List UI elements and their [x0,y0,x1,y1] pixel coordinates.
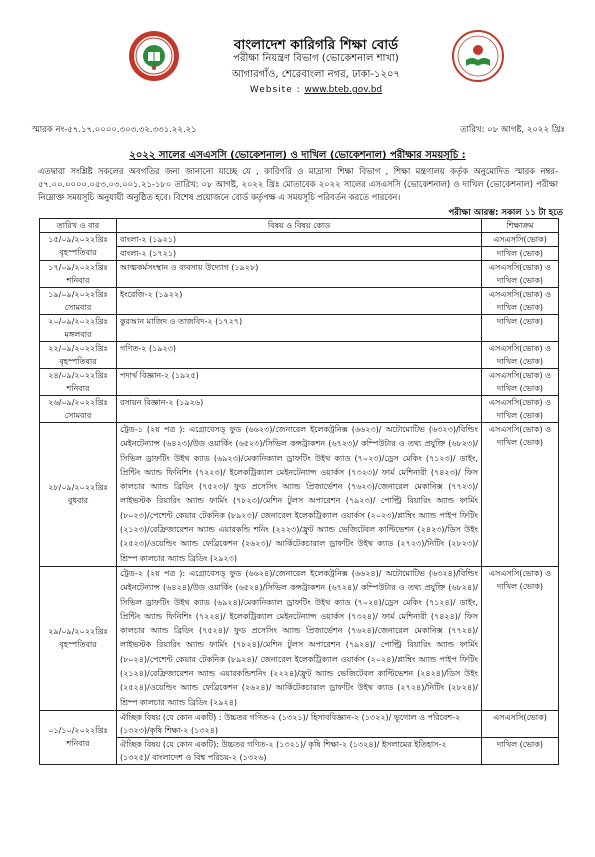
exam-day: বৃহস্পতিবার [59,248,97,257]
table-row [40,261,559,288]
table-row [40,342,559,369]
table-row [40,737,559,764]
exam-date: ০১/১০/২০২২খ্রিঃ [48,726,108,736]
table-row [40,423,559,567]
curriculum-cell: এসএসসি(ভোক) [482,233,559,247]
curriculum-cell: এসএসসি(ভোক) ও দাখিল (ভোক) [482,342,559,369]
table-row [40,710,559,737]
division-name: পরীক্ষা নিয়ন্ত্রণ বিভাগ (ভোকেশনাল শাখা) [233,53,399,64]
subject-cell: ঐচ্ছিক বিষয় (যে কোন একটি) : উচ্চতর গণিত-২ (১৩২১)/ হিসাববিজ্ঞান-২ (১৩২২)/ ভূগোল ও পরিবেশ-২ (১৩২৩)/কৃষি শিক্ষা-২ (১৩২৪) [117,710,482,737]
schedule-table [39,218,559,765]
exam-day: মঙ্গলবার [64,330,92,339]
table-row [40,247,559,261]
memo-number: স্মারক নং-৫৭.১৭.০০০০.৩০৩.৩২.৩৩১.২২.২১ [32,125,197,135]
table-row [40,566,559,710]
curriculum-cell: এসএসসি(ভোক) ও দাখিল (ভোক) [482,288,559,315]
subject-cell: ঐচ্ছিক বিষয় (যে কোন একটি): উচ্চতর গণিত-২ (১৩২১)/ কৃষি শিক্ষা-২ (১৩২৪)/ ইসলামের ইতিহাস-২ (১৩২৫)/ বাংলাদেশ ও বিশ্ব পরিচয়-২ (১৩২৬) [117,737,482,764]
exam-date: ২২/০৯/২০২২খ্রিঃ [48,344,108,353]
exam-date: ২৯/০৯/২০২২খ্রিঃ [48,627,108,637]
exam-date: ২০/০৯/২০২২খ্রিঃ [48,317,108,326]
curriculum-cell: এসএসসি(ভোক) ও দাখিল (ভোক) [482,396,559,423]
date-cell [40,710,117,764]
exam-date: ২৬/০৯/২০২২খ্রিঃ [48,398,108,407]
website-line [180,85,452,95]
curriculum-cell: দাখিল (ভোক) [482,737,559,764]
document-title: ২০২২ সালের এসএসসি (ভোকেশনাল) ও দাখিল (ভোকেশনাল) পরীক্ষার সময়সূচি : [129,150,466,161]
subject-cell: কুরআন মাজিদ ও তাজবিদ-২ (১৭২৭) [117,315,482,342]
subject-cell: ট্রেড-১ (২য় পত্র ): এগ্রোবেসড্ ফুড (৬৬২৩)/জেনারেল ইলেকট্রনিক্স (৬৬২৩)/ অটোমোটিভ (৬৩২৩)/বিল্ডিং মেইনটেন্যান্স (৬৪২৩)/উড ওয়ার্কিং (৬৫২৩)/সিভিল কন্সট্রাকশন (৬৭২৩)/ কম্পিউটার ও তথ্য প্রযুক্তি (৬৮২৩)/সিভিল ড্রাফটিং উইথ ক্যাড (৬৯২৩)/মেকানিক্যাল ড্রাফটিং উইথ ক্যাড (৭০২৩)/ড্রেস মেকিং (৭১২৩)/ ডাইং, প্রিন্টিং অ্যান্ড ফিনিশিং (৭২২৩)/ ইলেকট্রিক্যাল মেইনটেন্যান্স ওয়ার্কস (৭৩২৩)/ ফার্ম মেশিনারী (৭৪২৩)/ ফিস কালচার অ্যান্ড ব্রিডিং (৭৫২৩)/ ফুড প্রসেসিং অ্যান্ড প্রিজার্ভেশন (৭৬২৩)/জেনারেল মেকানিক্স (৭৭২৩)/লাইভস্টক রিয়ারিং অ্যান্ড ফার্মিং (৭৮২৩)/মেশিন টুলস অপারেশন (৭৯২৩)/ পোল্ট্রি রিয়ারিং অ্যান্ড ফার্মিং (৮০২৩)/পেশেন্ট কেয়ার টেকনিক (৮৯২৩)/ জেনারেল ইলেকট্রিক্যাল ওয়ার্কস (২০২৩)/প্লাম্বিং অ্যান্ড পাইপ ফিটিং (২১২৩)/রেফ্রিজারেশন অ্যান্ড এয়ারকন্ডি শনিং (২২২৩)/ফ্রুট অ্যান্ড ভেজিটেবল কাল্টিভেশন (২৪২৩)/ডিস উইং (২৫২৩)/ওয়েল্ডিং অ্যান্ড ফেব্রিকেশন (২৬২৩)/ আর্কিটেকচারাল ড্রাফটিং উইথ ক্যাড (২৭২৩)/নিটিং (২৮২৩)/ শ্রিম্প কালচার অ্যান্ড ব্রিডিং (২৯২৩) [117,423,482,567]
table-row [40,396,559,423]
exam-day: বৃহস্পতিবার [59,640,97,650]
subject-cell: গণিত-২ (১৯২৩) [117,342,482,369]
header-curriculum: শিক্ষাক্রম [482,219,559,233]
board-name: বাংলাদেশ কারিগরি শিক্ষা বোর্ড [233,37,399,53]
table-row [40,369,559,396]
website-label: Website : [249,85,301,95]
header-date: তারিখ ও বার [40,219,117,233]
board-address: আগারগাঁও, শেরেবাংলা নগর, ঢাকা-১২০৭ [231,69,401,80]
date-cell [40,233,117,261]
exam-day: সোমবার [64,411,92,420]
curriculum-cell: এসএসসি(ভোক) [482,710,559,737]
exam-date: ২৪/০৯/২০২২খ্রিঃ [48,371,108,380]
table-row [40,315,559,342]
date-cell [40,288,117,315]
subject-cell: বাংলা-২ (১৭২১) [117,247,482,261]
table-header-row [40,219,559,233]
date-cell [40,315,117,342]
curriculum-cell: এসএসসি(ভোক) ও দাখিল (ভোক) [482,261,559,288]
subject-cell: পদার্থ বিজ্ঞান-২ (১৯২৫) [117,369,482,396]
subject-cell: ট্রেড-২ (২য় পত্র ): এগ্রোবেসড্ ফুড (৬৬২৪)/জেনারেল ইলেকট্রনিক্স (৬৬২৪)/ অটোমোটিভ (৬৩২৪)/বিল্ডিং মেইনটেন্যান্স (৬৪২৪)/উড ওয়ার্কিং (৬৫২৪)/সিভিল কন্সট্রাকশন (৬৭২৪)/ কম্পিউটার ও তথ্য প্রযুক্তি (৬৮২৪)/সিভিল ড্রাফটিং উইথ ক্যাড (৬৯২৪)/মেকানিক্যাল ড্রাফটিং উইথ ক্যাড (৭০২৪)/ড্রেস মেকিং (৭১২৪)/ ডাইং, প্রিন্টিং অ্যান্ড ফিনিশিং (৭২২৪)/ ইলেকট্রিক্যাল মেইনটেন্যান্স ওয়ার্কস (৭৩২৪)/ ফার্ম মেশিনারী (৭৪২৪)/ ফিস কালচার অ্যান্ড ব্রিডিং (৭৫২৪)/ ফুড প্রসেসিং অ্যান্ড প্রিজার্ভেশন (৭৬২৪)/জেনারেল মেকানিক্স (৭৭২৪)/লাইভস্টক রিয়ারিং অ্যান্ড ফার্মিং (৭৮২৪)/মেশিন টুলস অপারেশন (৭৯২৪)/ পোল্ট্রি রিয়ারিং অ্যান্ড ফার্মিং (৮০২৪)/পেশেন্ট কেয়ার টেকনিক (৮৯২৪)/ জেনারেল ইলেকট্রিক্যাল ওয়ার্কস (২০২৪)/প্লাম্বিং অ্যান্ড পাইপ ফিটিং (২১২৪)/রেফ্রিজারেশন অ্যান্ড এয়ারকন্ডিশনিং (২২২৪)/ফ্রুট অ্যান্ড ভেজিটেবল কাল্টিভেশন (২৪২৪)/ডিস উইং (২৫২৪)/ওয়েল্ডিং অ্যান্ড ফেব্রিকেশন (২৬২৪)/ আর্কিটেকচারাল ড্রাফটিং উইথ ক্যাড (২৭২৪)/নিটিং (২৮২৪)/ শ্রিম্প কালচার অ্যান্ড ব্রিডিং (২৯২৪) [117,566,482,710]
exam-start-time: পরীক্ষা আরম্ভ: সকাল ১১ টা হতে [448,208,563,218]
subject-cell: ইংরেজি-২ (১৯২২) [117,288,482,315]
curriculum-cell: এসএসসি(ভোক) ও দাখিল (ভোক) [482,423,559,567]
curriculum-cell: এসএসসি(ভোক) ও দাখিল (ভোক) [482,369,559,396]
subject-cell: আত্মকর্মসংস্থান ও ব্যবসায় উদ্যোগ (১৯২৮) [117,261,482,288]
exam-day: বৃহস্পতিবার [59,357,97,366]
memo-date: তারিখ: ০৮ আগষ্ট, ২০২২ খ্রিঃ [460,125,565,135]
subject-cell: রসায়ন বিজ্ঞান-২ (১৯২৬) [117,396,482,423]
exam-day: শনিবার [66,276,90,285]
date-cell [40,342,117,369]
exam-date: ২৮/০৯/২০২২খ্রিঃ [48,483,108,493]
exam-date: ১৭/০৯/২০২২খ্রিঃ [48,263,108,272]
table-row [40,288,559,315]
date-cell [40,261,117,288]
date-cell [40,423,117,567]
website-link[interactable]: www.bteb.gov.bd [304,85,383,95]
curriculum-cell: এসএসসি(ভোক) ও দাখিল (ভোক) [482,566,559,710]
header-subject: বিষয় ও বিষয় কোড [117,219,482,233]
exam-day: শনিবার [66,739,90,749]
date-cell [40,369,117,396]
date-cell [40,566,117,710]
exam-day: শনিবার [66,384,90,393]
exam-date: ১৯/০৯/২০২২খ্রিঃ [48,290,108,299]
intro-paragraph: এতদ্বারা সংশ্লিষ্ট সকলের অবগতির জন্য জানানো যাচ্ছে যে , কারিগরি ও মাদ্রাসা শিক্ষা বিভাগ , শিক্ষা মন্ত্রণালয় কর্তৃক অনুমোদিত স্মারক নম্বর- ৫৭.০০.০০০০.০৫৩.০৩.০০১.২১-১৮০ তারিখ: ০৮ আগষ্ট, ২০২২ খ্রিঃ মোতাবেক ২০২২ সালের এসএসসি (ভোকেশনাল) ও দাখিল (ভোকেশনাল) পরীক্ষা নিম্নোক্ত সময়সূচি অনুযায়ী অনুষ্ঠিত হবে। বিশেষ প্রয়োজনে বোর্ড কর্তৃপক্ষ এ সময়সূচি পরিবর্তন করতে পারবেন। [38,166,558,202]
board-seal-logo [128,30,180,82]
date-cell [40,396,117,423]
subject-cell: বাংলা-২ (১৯২১) [117,233,482,247]
exam-day: সোমবার [64,303,92,312]
exam-day: বুধবার [67,496,89,506]
exam-date: ১৫/০৯/২০২২খ্রিঃ [48,235,108,244]
curriculum-cell: দাখিল (ভোক) [482,315,559,342]
table-row [40,233,559,247]
exam-division-logo [452,30,504,82]
curriculum-cell: দাখিল (ভোক) [482,247,559,261]
